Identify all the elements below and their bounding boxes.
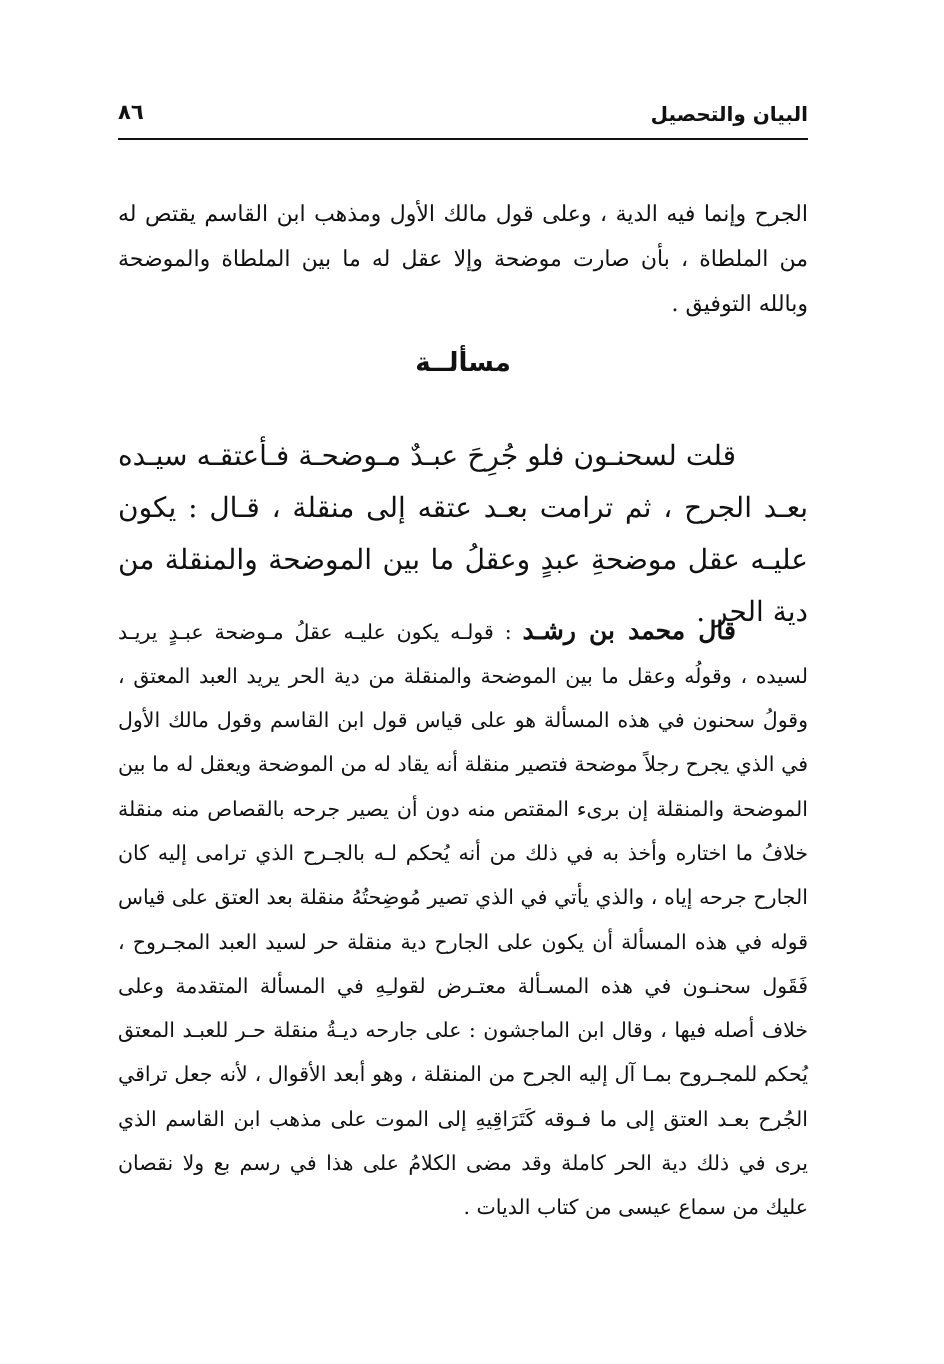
intro-paragraph: الجرح وإنما فيه الدية ، وعلى قول مالك الأول ومذهب ابن القاسم يقتص له من الملطاة ، بأن صارت موضحة وإلا عقل له ما بين الملطاة والموضحة وبالله التوفيق . [118,202,808,317]
commentary-speaker: قال محمد بن رشـد [522,615,736,645]
section-heading: مسألــة [415,348,511,378]
question-paragraph: قلت لسحنـون فلو جُرِحَ عبـدٌ مـوضحـة فـأعتقـه سيـده بعـد الجرح ، ثم ترامت بعـد عتقه إلى منقلة ، قـال : يكون عليـه عقل موضحةِ عبدٍ وعقلُ ما بين الموضحة والمنقلة من دية الحر . [118,439,808,628]
running-title: البيان والتحصيل [650,102,808,126]
commentary-text: : قولـه يكون عليـه عقلُ مـوضحة عبـدٍ يريـد لسيده ، وقولُه وعقل ما بين الموضحة والمنقلة من دية الحر يريد العبد المعتق ، وقولُ سحنون في هذه المسألة هو على قياس قول ابن القاسم وقول مالك الأول في الذي يجرح رجلاً موضحة فتصير منقلة أنه يقاد له من الموضحة ويعقل له ما بين الموضحة والمنقلة إن برىء المقتص منه دون أن يصير جرحه بالقصاص منه منقلة خلافُ ما اختاره وأخذ به في ذلك من أنه يُحكم لـه بالجـرح الذي ترامى إليه كان الجارح جرحه إياه ، والذي يأتي في الذي تصير مُوضِحتُهُ منقلة بعد العتق على قياس قوله في هذه المسألة أن يكون على الجارح دية منقلة حر لسيد العبد المجـروح ، فَقَول سحنـون في هذه المسـألة معتـرض لقولـِهِ في المسألة المتقدمة وعلى خلاف أصله فيها ، وقال ابن الماجشون : على جارحه ديـةُ منقلة حـر للعبـد المعتق يُحكم للمجـروح بمـا آل إليه الجرح من المنقلة ، وهو أبعد الأقوال ، لأنه جعل تراقي الجُرح بعـد العتق إلى ما فـوقه كَتَرَاقِيهِ إلى الموت على مذهب ابن القاسم الذي يرى في ذلك دية الحر كاملة وقد مضى الكلامُ على هذا في رسم بع ولا نقصان عليك من سماع عيسى من كتاب الديات . [118,619,808,1220]
header-divider [118,138,808,140]
page-header [118,98,808,138]
page-number: ٨٦ [118,100,144,124]
commentary-paragraph [118,609,808,1230]
